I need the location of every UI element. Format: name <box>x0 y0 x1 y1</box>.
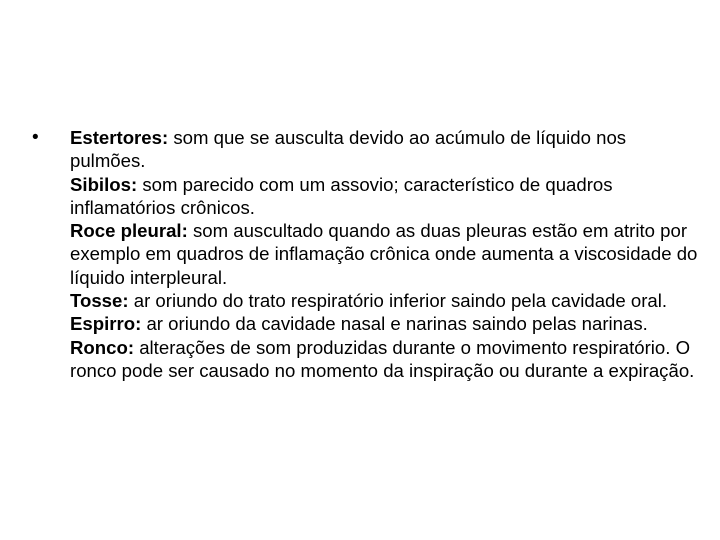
entry-term: Tosse: <box>70 290 129 312</box>
entry-term: Sibilos: <box>70 173 138 195</box>
entry-sibilos <box>70 173 702 220</box>
entry-definition: alterações de som produzidas durante o movimento respiratório. O ronco pode ser causado no momento da inspiração ou durante a expiração. <box>70 336 695 381</box>
entry-definition: ar oriundo do trato respiratório inferior saindo pela cavidade oral. <box>128 290 668 312</box>
entry-espirro <box>70 312 702 335</box>
bullet-point-icon: • <box>32 127 39 148</box>
entry-term: Estertores: <box>70 127 169 148</box>
entry-estertores <box>70 126 702 173</box>
entry-term: Ronco: <box>70 336 135 358</box>
entry-ronco <box>70 336 702 383</box>
entry-tosse <box>70 289 702 312</box>
entry-definition: ar oriundo da cavidade nasal e narinas saindo pelas narinas. <box>141 313 648 335</box>
entry-definition: som auscultado quando as duas pleuras estão em atrito por exemplo em quadros de inflamação crônica onde aumenta a viscosidade do líquido interpleural. <box>70 220 698 288</box>
entry-definition: som que se ausculta devido ao acúmulo de líquido nos pulmões. <box>70 127 627 172</box>
entry-term: Roce pleural: <box>70 220 188 242</box>
entry-definition: som parecido com um assovio; característico de quadros inflamatórios crônicos. <box>70 173 613 218</box>
bullet-text <box>70 126 702 382</box>
entry-roce-pleural <box>70 219 702 289</box>
entry-term: Espirro: <box>70 313 142 335</box>
